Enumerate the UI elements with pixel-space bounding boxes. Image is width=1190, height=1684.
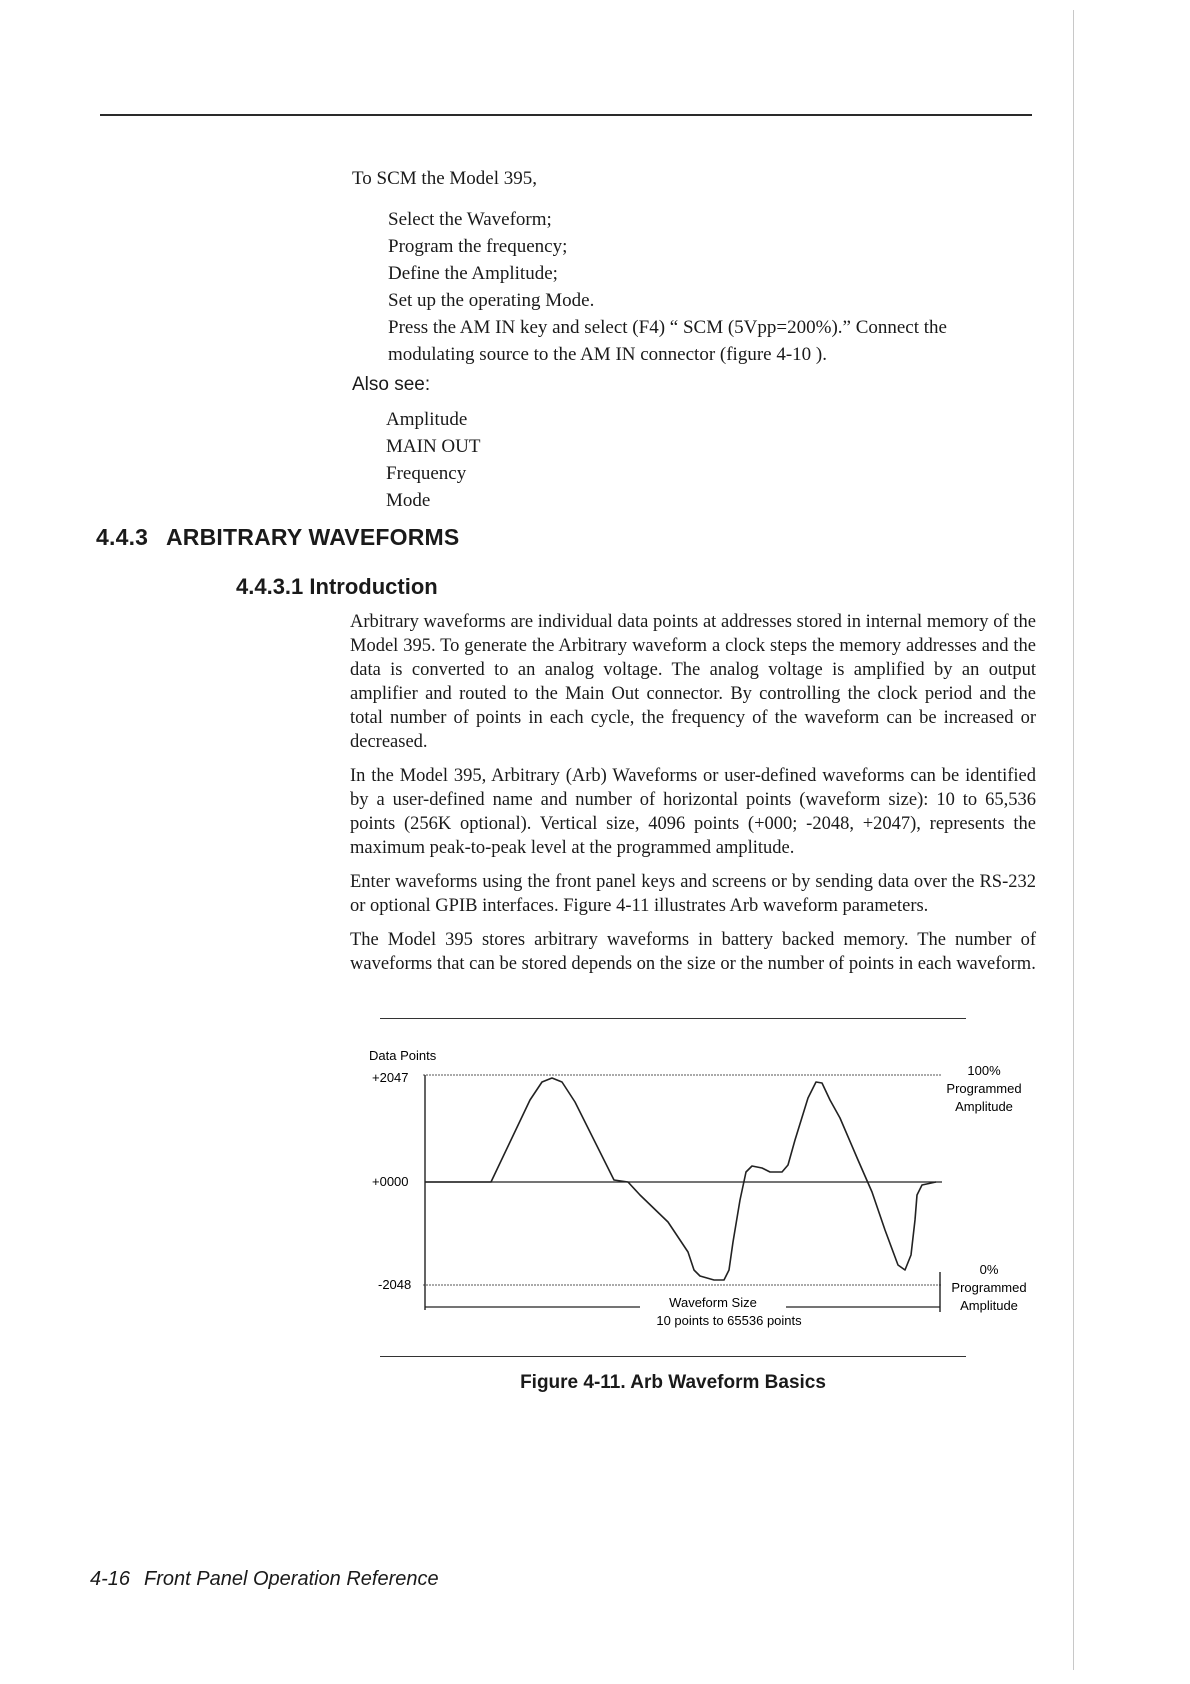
also-see-item: Mode: [386, 490, 431, 511]
paragraph: The Model 395 stores arbitrary waveforms in battery backed memory. The number of waveforms that can be stored depends on the size or the number of points in each waveform.: [350, 930, 1036, 974]
waveform-trace: [425, 1078, 936, 1280]
y-label-mid: +0000: [372, 1174, 409, 1189]
paragraph: Enter waveforms using the front panel keys and screens or by sending data over the RS-232 or optional GPIB interfaces. Figure 4-11 illustrates Arb waveform parameters.: [350, 872, 1036, 916]
also-see-label: Also see:: [352, 374, 431, 395]
section-heading: [96, 524, 459, 551]
also-see-item: MAIN OUT: [386, 436, 481, 457]
footer-title: Front Panel Operation Reference: [144, 1568, 439, 1590]
subsection-title: Introduction: [309, 574, 438, 599]
scm-steps-list: [388, 206, 1028, 368]
label-amplitude-bottom: Amplitude: [960, 1298, 1018, 1313]
label-amplitude-top: Amplitude: [955, 1099, 1013, 1114]
y-label-top: +2047: [372, 1070, 409, 1085]
page-footer: [90, 1568, 439, 1591]
step-item: Program the frequency;: [388, 236, 568, 257]
header-rule: [100, 114, 1032, 116]
y-label-bottom: -2048: [378, 1277, 412, 1292]
also-see-item: Amplitude: [386, 409, 468, 430]
section-title: ARBITRARY WAVEFORMS: [166, 524, 460, 550]
figure-rule-top: [380, 1018, 966, 1019]
y-axis-title: Data Points: [369, 1048, 437, 1063]
figure-caption: Figure 4-11. Arb Waveform Basics: [520, 1372, 826, 1393]
section-number: 4.4.3: [96, 524, 149, 550]
intro-body: [350, 610, 1036, 986]
paragraph: Arbitrary waveforms are individual data points at addresses stored in internal memory of the Model 395. To generate the Arbitrary waveform a clock steps the memory addresses and the data is converted to an analog voltage. The analog voltage is amplified by an output amplifier and routed to the Main Out connector. By controlling the clock period and the total number of points in each cycle, the frequency of the waveform can be increased or decreased.: [350, 612, 1036, 752]
step-item: Set up the operating Mode.: [388, 290, 595, 311]
page-edge-line: [1073, 10, 1074, 1670]
label-programmed-bottom: Programmed: [951, 1280, 1027, 1295]
subsection-heading: [236, 574, 438, 600]
page-number: 4-16: [90, 1568, 131, 1590]
intro-line: To SCM the Model 395,: [352, 168, 537, 189]
also-see-list: [386, 406, 480, 514]
x-label-waveform-size: Waveform Size: [669, 1295, 757, 1310]
step-item: Press the AM IN key and select (F4) “ SCM (5Vpp=200%).” Connect the modulating source to the AM IN connector (figure 4-10 ).: [388, 317, 947, 365]
label-100-percent: 100%: [967, 1063, 1001, 1078]
step-item: Define the Amplitude;: [388, 263, 558, 284]
subsection-number: 4.4.3.1: [236, 574, 304, 599]
paragraph: In the Model 395, Arbitrary (Arb) Waveforms or user-defined waveforms can be identified by a user-defined name and number of horizontal points (waveform size): 10 to 65,536 points (256K optional). Vertical size, 4096 points (+000; -2048, +2047), represents the maximum peak-to-peak level at the programmed amplitude.: [350, 766, 1036, 858]
label-0-percent: 0%: [979, 1262, 999, 1277]
step-item: Select the Waveform;: [388, 209, 552, 230]
x-label-point-range: 10 points to 65536 points: [656, 1313, 802, 1328]
also-see-item: Frequency: [386, 463, 467, 484]
label-programmed-top: Programmed: [946, 1081, 1022, 1096]
figure-rule-bottom: [380, 1356, 966, 1357]
